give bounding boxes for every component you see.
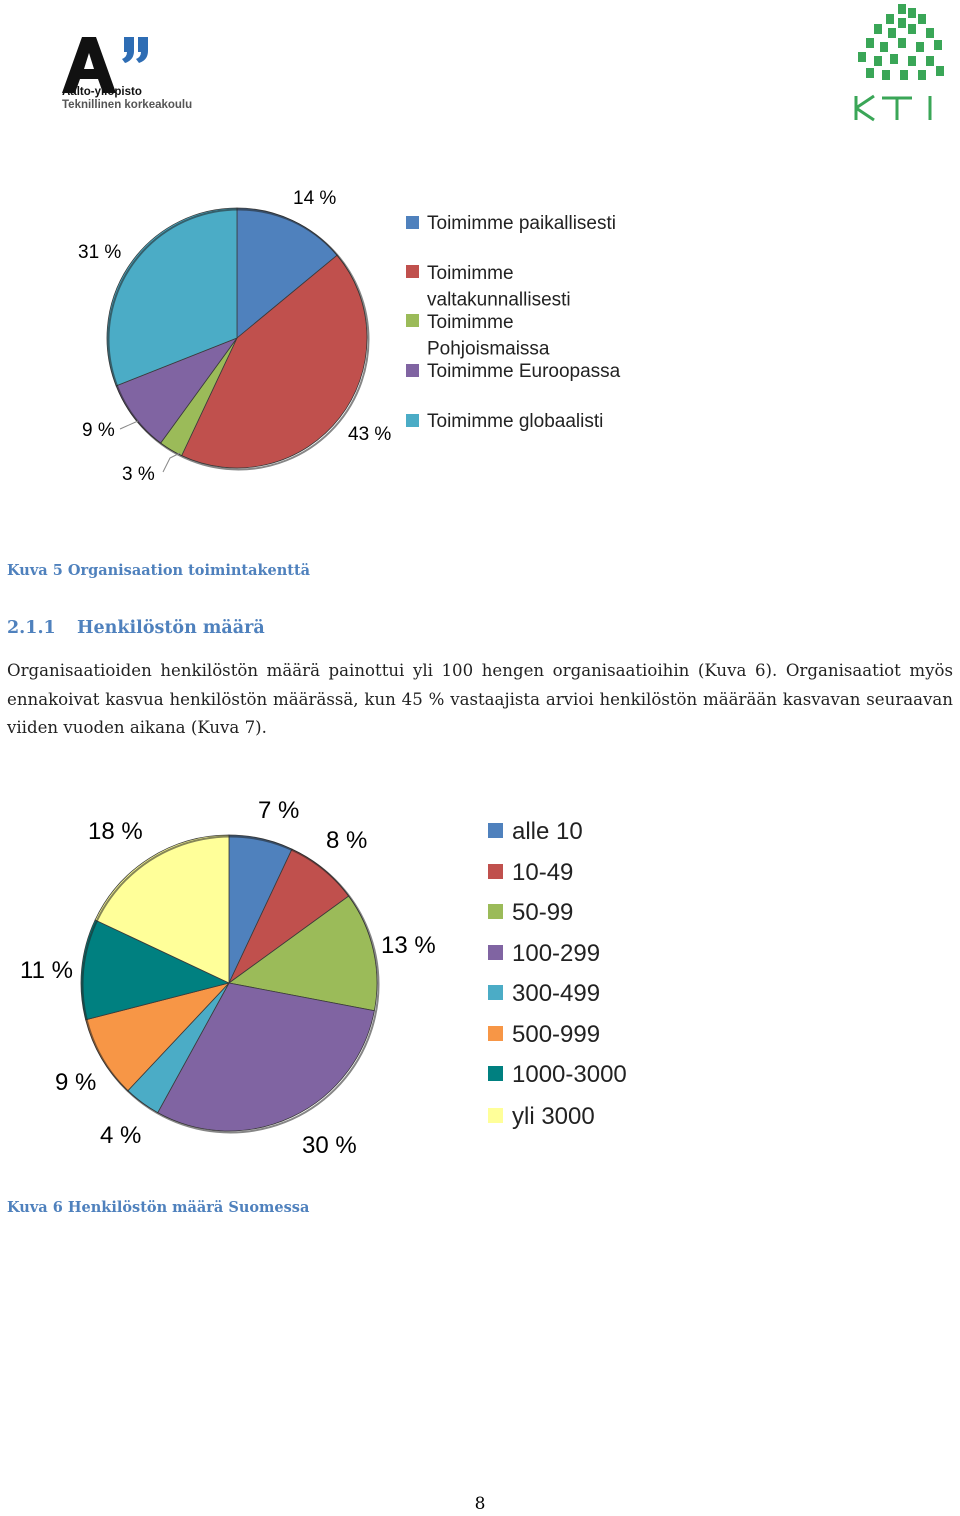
figure-caption: Kuva 5 Organisaation toimintakenttä (7, 562, 311, 579)
legend-entry: Toimimme globaalisti (427, 411, 604, 432)
legend-swatch (488, 904, 503, 919)
legend-swatch (406, 314, 419, 327)
data-label: 14 % (293, 188, 337, 209)
pie-chart-staff-size (0, 785, 700, 1185)
legend-swatch (488, 1108, 503, 1123)
legend-swatch (406, 414, 419, 427)
legend-entry: alle 10 (512, 818, 583, 845)
data-label: 11 % (20, 957, 73, 984)
legend-entry: Toimimme paikallisesti (427, 213, 616, 234)
data-label: 18 % (88, 818, 143, 845)
data-label: 4 % (100, 1122, 142, 1149)
data-label: 8 % (326, 827, 368, 854)
legend-swatch (406, 216, 419, 229)
figure-caption: Kuva 6 Henkilöstön määrä Suomessa (7, 1199, 310, 1216)
data-label: 31 % (78, 242, 122, 263)
legend-swatch (488, 1026, 503, 1041)
leader-line-3-percent (163, 453, 180, 472)
legend-entry: Toimimme Euroopassa (427, 361, 621, 382)
legend-entry: 50-99 (512, 899, 574, 926)
legend-entry: 1000-3000 (512, 1061, 627, 1088)
data-label: 30 % (302, 1132, 357, 1159)
section-heading (7, 618, 265, 638)
legend-swatch (488, 985, 503, 1000)
legend-swatch (406, 265, 419, 278)
legend-swatch (488, 823, 503, 838)
legend-entry: 10-49 (512, 859, 574, 886)
data-label: 13 % (381, 932, 436, 959)
legend-entry: Toimimme Pohjoismaissa (427, 312, 550, 360)
legend-entry: yli 3000 (512, 1103, 595, 1130)
section-title: Henkilöstön määrä (77, 618, 265, 638)
section-number: 2.1.1 (7, 618, 56, 638)
kti-logo (846, 0, 952, 124)
data-label: 7 % (258, 797, 300, 824)
legend-swatch (406, 364, 419, 377)
data-label: 43 % (348, 424, 392, 445)
legend-entry: 100-299 (512, 940, 601, 967)
legend-swatch (488, 945, 503, 960)
legend-swatch (488, 1066, 503, 1081)
page-number: 8 (474, 1494, 486, 1514)
legend-entry: 300-499 (512, 980, 601, 1007)
legend-swatch (488, 864, 503, 879)
legend-entry: Toimimme valtakunnallisesti (427, 263, 571, 311)
body-paragraph: Organisaatioiden henkilöstön määrä painottui yli 100 hengen organisaatioihin (Kuva 6). Organisaatiot myös ennakoivat kasvua henkilöstön määrässä, kun 45 % vastaajista arvioi henkilöstön määrään kasvavan seuraavan viiden vuoden aikana (Kuva 7). (7, 661, 953, 738)
leader-line-9-percent (120, 421, 138, 429)
data-label: 9 % (55, 1069, 97, 1096)
aalto-logo-subtitle: Teknillinen korkeakoulu (62, 99, 193, 111)
pie-chart-organisation-field (0, 175, 700, 495)
data-label: 3 % (122, 464, 155, 485)
data-label: 9 % (82, 420, 115, 441)
aalto-logo-name: Aalto-yliopisto (62, 86, 142, 98)
legend-entry: 500-999 (512, 1021, 601, 1048)
